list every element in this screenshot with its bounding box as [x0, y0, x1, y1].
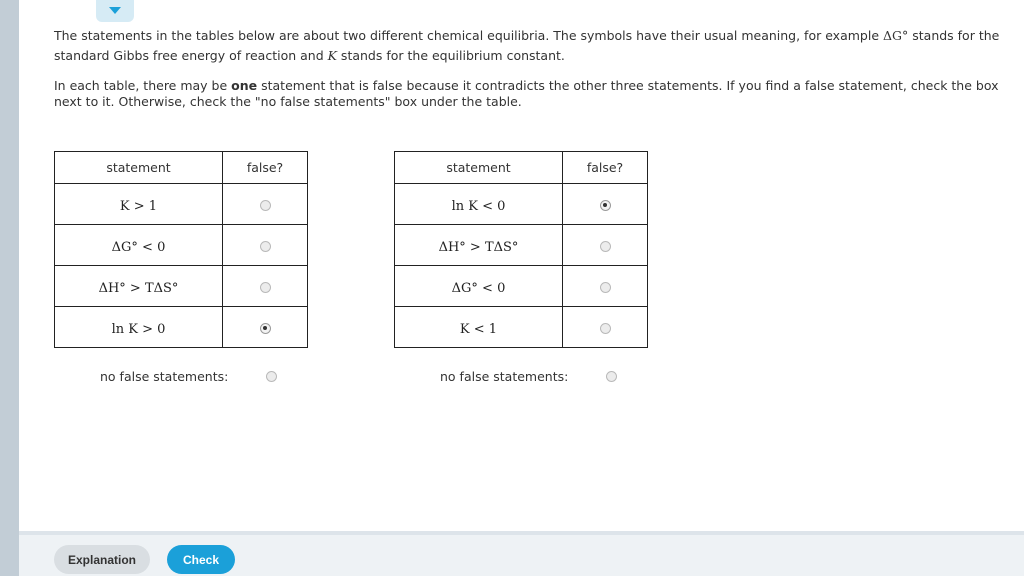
left-rail [0, 0, 19, 576]
table-row [395, 307, 648, 348]
statement-text: K < 1 [459, 321, 498, 337]
table-row [395, 266, 648, 307]
table-row [55, 266, 308, 307]
false-radio[interactable] [260, 282, 271, 293]
statement-text: ln K < 0 [451, 198, 506, 214]
statement-text: ΔG° < 0 [111, 239, 166, 255]
statement-text: ΔH° > TΔS° [98, 280, 179, 296]
column-header-false: false? [563, 152, 648, 184]
column-header-statement: statement [395, 152, 563, 184]
statement-text: ΔH° > TΔS° [438, 239, 519, 255]
statement-text: ln K > 0 [111, 321, 166, 337]
no-false-statements-2 [440, 369, 617, 384]
table-row [395, 184, 648, 225]
statement-text: ΔG° < 0 [451, 280, 506, 296]
column-header-false: false? [223, 152, 308, 184]
instructions-text: statement that is false because it contradicts the other three statements. If you find a false statement, check the box next to it. Otherwise, check the "no false statements" box under the table. [54, 78, 999, 109]
instructions-text: In each table, there may be [54, 78, 232, 93]
statement-table-2 [394, 151, 648, 348]
table-row [55, 184, 308, 225]
false-radio[interactable] [260, 323, 271, 334]
no-false-radio[interactable] [266, 371, 277, 382]
collapse-toggle-button[interactable] [96, 0, 134, 22]
explanation-button[interactable]: Explanation [54, 545, 150, 574]
false-radio[interactable] [600, 241, 611, 252]
statement-text: K > 1 [119, 198, 158, 214]
false-radio[interactable] [600, 323, 611, 334]
instructions [54, 26, 1014, 110]
no-false-radio[interactable] [606, 371, 617, 382]
false-radio[interactable] [600, 282, 611, 293]
no-false-statements-1 [100, 369, 277, 384]
instructions-text: stands for the equilibrium constant. [336, 48, 565, 63]
statement-table-1 [54, 151, 308, 348]
column-header-statement: statement [55, 152, 223, 184]
delta-g-symbol: ΔG° [883, 28, 909, 43]
false-radio[interactable] [600, 200, 611, 211]
instructions-text: stands for the standard Gibbs free energy of reaction and [54, 28, 1000, 63]
instructions-paragraph-2 [54, 78, 1014, 110]
check-button[interactable]: Check [167, 545, 235, 574]
caret-down-icon [109, 7, 121, 15]
no-false-label: no false statements: [100, 369, 229, 384]
instructions-paragraph-1 [54, 26, 1014, 66]
no-false-label: no false statements: [440, 369, 569, 384]
table-row [395, 225, 648, 266]
table-row [55, 307, 308, 348]
instructions-emphasis: one [231, 78, 258, 93]
instructions-text: The statements in the tables below are about two different chemical equilibria. The symbols have their usual meaning, for example [54, 28, 883, 43]
false-radio[interactable] [260, 200, 271, 211]
false-radio[interactable] [260, 241, 271, 252]
k-symbol: K [327, 48, 337, 63]
table-row [55, 225, 308, 266]
